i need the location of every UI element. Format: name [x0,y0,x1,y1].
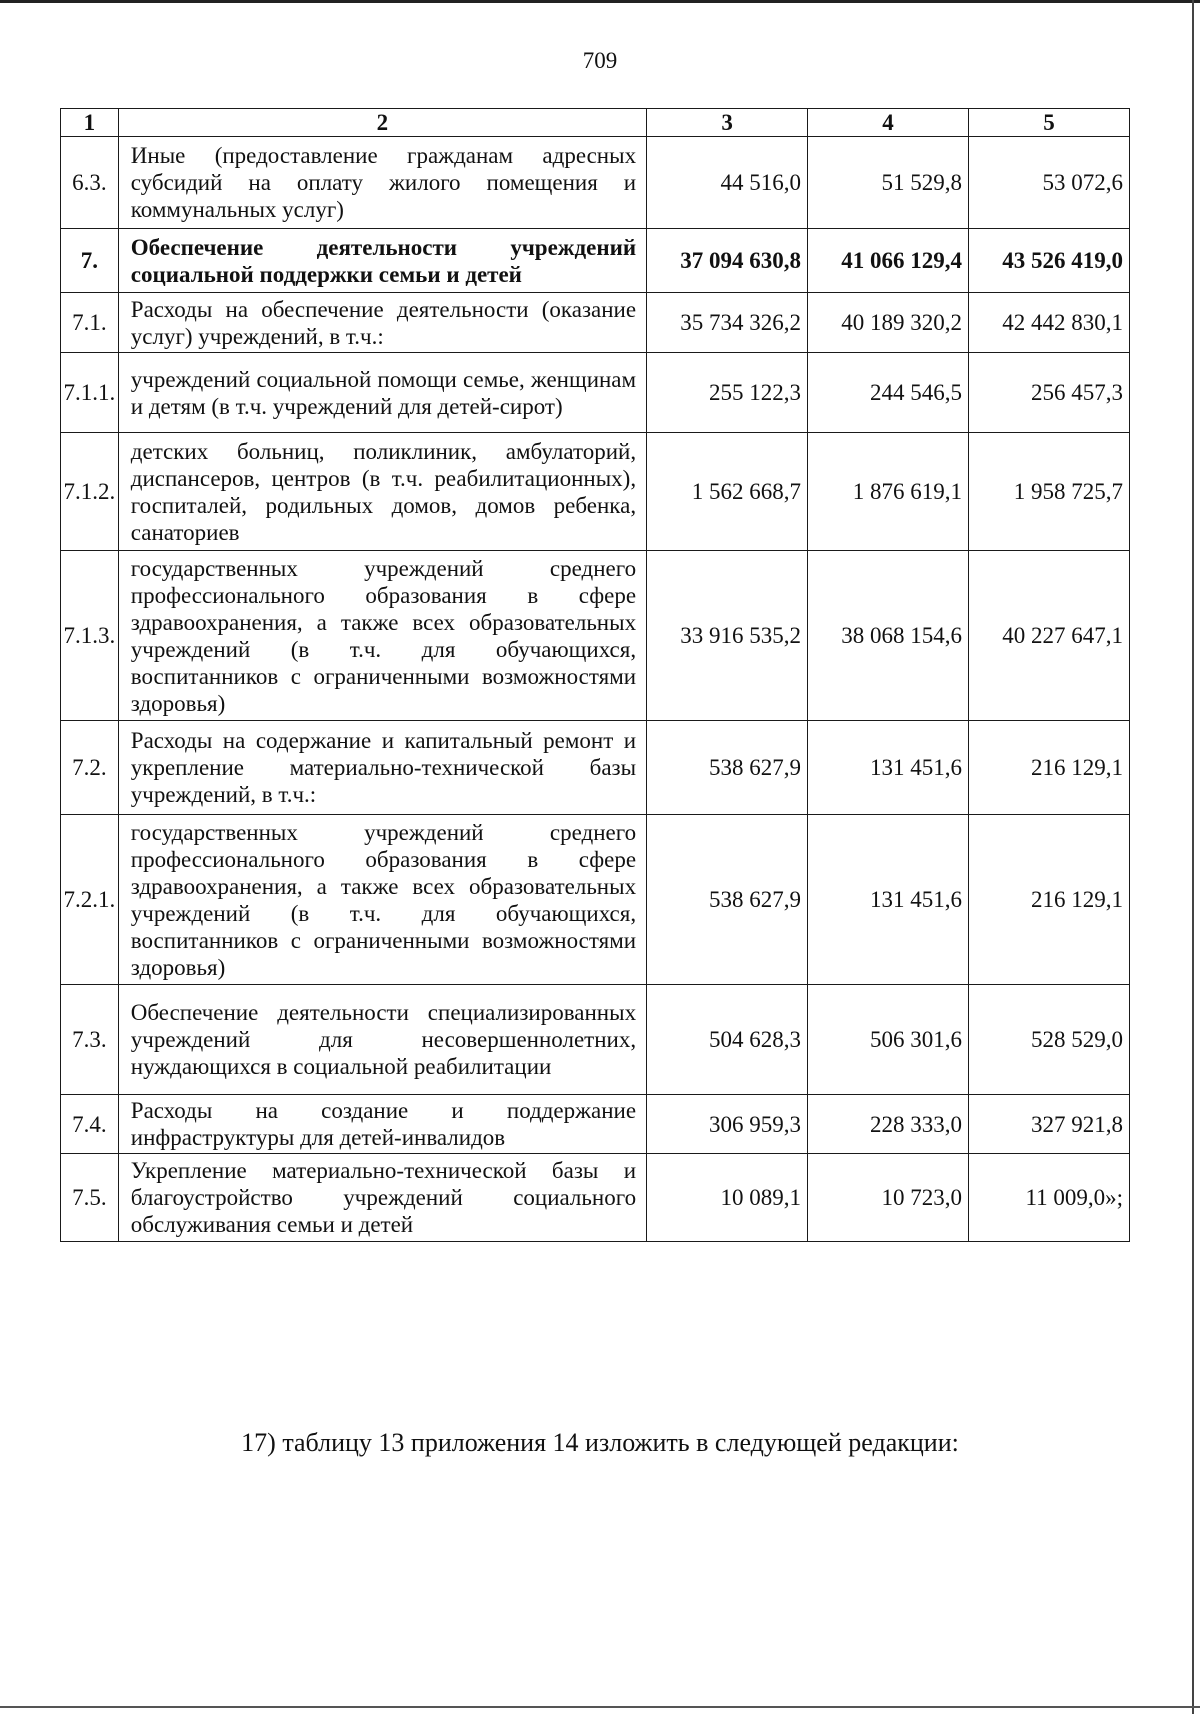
row-number: 6.3. [61,137,119,229]
value-col-3: 35 734 326,2 [647,293,808,353]
row-number: 7.4. [61,1095,119,1154]
value-col-5: 11 009,0»; [969,1154,1130,1242]
value-col-3: 538 627,9 [647,721,808,815]
row-description: Иные (предоставление гражданам адресных субсидий на оплату жилого помещения и коммунальных услуг) [118,137,646,229]
value-col-5: 216 129,1 [969,721,1130,815]
header-col-3: 3 [647,109,808,137]
table-row [61,433,1130,551]
value-col-3: 44 516,0 [647,137,808,229]
value-col-5: 1 958 725,7 [969,433,1130,551]
value-col-3: 538 627,9 [647,815,808,985]
header-col-5: 5 [969,109,1130,137]
table-row [61,985,1130,1095]
value-col-4: 41 066 129,4 [808,229,969,293]
value-col-4: 131 451,6 [808,815,969,985]
table-row [61,293,1130,353]
row-description: государственных учреждений среднего профессионального образования в сфере здравоохранения, а также всех образовательных учреждений (в т.ч. для обучающихся, воспитанников с ограниченными возможностями здоровья) [118,551,646,721]
row-description: детских больниц, поликлиник, амбулаторий, диспансеров, центров (в т.ч. реабилитационных), госпиталей, родильных домов, домов ребенка, санаториев [118,433,646,551]
scan-edge-top [0,0,1200,3]
row-description: Расходы на обеспечение деятельности (оказание услуг) учреждений, в т.ч.: [118,293,646,353]
value-col-5: 53 072,6 [969,137,1130,229]
value-col-4: 228 333,0 [808,1095,969,1154]
value-col-3: 255 122,3 [647,353,808,433]
row-number: 7. [61,229,119,293]
table-row [61,1154,1130,1242]
row-description: Укрепление материально-технической базы и благоустройство учреждений социального обслуживания семьи и детей [118,1154,646,1242]
table-row [61,229,1130,293]
row-description: Обеспечение деятельности специализированных учреждений для несовершеннолетних, нуждающихся в социальной реабилитации [118,985,646,1095]
amendment-instruction: 17) таблицу 13 приложения 14 изложить в следующей редакции: [241,1428,959,1457]
row-description: учреждений социальной помощи семье, женщинам и детям (в т.ч. учреждений для детей-сирот) [118,353,646,433]
value-col-4: 244 546,5 [808,353,969,433]
value-col-5: 216 129,1 [969,815,1130,985]
table-row [61,1095,1130,1154]
value-col-4: 1 876 619,1 [808,433,969,551]
header-col-2: 2 [118,109,646,137]
value-col-4: 38 068 154,6 [808,551,969,721]
value-col-5: 43 526 419,0 [969,229,1130,293]
table-row [61,721,1130,815]
value-col-4: 10 723,0 [808,1154,969,1242]
table-row [61,815,1130,985]
scan-edge-bottom [0,1706,1200,1708]
table-body [61,137,1130,1242]
value-col-4: 506 301,6 [808,985,969,1095]
row-number: 7.1.1. [61,353,119,433]
row-description: государственных учреждений среднего профессионального образования в сфере здравоохранения, а также всех образовательных учреждений (в т.ч. для обучающихся, воспитанников с ограниченными возможностями здоровья) [118,815,646,985]
row-number: 7.2.1. [61,815,119,985]
table-row [61,353,1130,433]
value-col-3: 504 628,3 [647,985,808,1095]
value-col-3: 1 562 668,7 [647,433,808,551]
value-col-5: 327 921,8 [969,1095,1130,1154]
row-description: Обеспечение деятельности учреждений социальной поддержки семьи и детей [118,229,646,293]
row-number: 7.1.3. [61,551,119,721]
row-number: 7.5. [61,1154,119,1242]
value-col-3: 306 959,3 [647,1095,808,1154]
value-col-4: 131 451,6 [808,721,969,815]
value-col-3: 37 094 630,8 [647,229,808,293]
row-number: 7.1. [61,293,119,353]
table-row [61,137,1130,229]
row-number: 7.3. [61,985,119,1095]
budget-table [60,108,1130,1242]
table-header-row [61,109,1130,137]
value-col-5: 528 529,0 [969,985,1130,1095]
header-col-4: 4 [808,109,969,137]
value-col-5: 256 457,3 [969,353,1130,433]
row-number: 7.2. [61,721,119,815]
value-col-5: 40 227 647,1 [969,551,1130,721]
value-col-5: 42 442 830,1 [969,293,1130,353]
page-number: 709 [582,48,618,73]
value-col-4: 40 189 320,2 [808,293,969,353]
row-description: Расходы на содержание и капитальный ремонт и укрепление материально-технической базы учреждений, в т.ч.: [118,721,646,815]
row-number: 7.1.2. [61,433,119,551]
value-col-3: 33 916 535,2 [647,551,808,721]
header-col-1: 1 [61,109,119,137]
row-description: Расходы на создание и поддержание инфраструктуры для детей-инвалидов [118,1095,646,1154]
table-row [61,551,1130,721]
value-col-3: 10 089,1 [647,1154,808,1242]
value-col-4: 51 529,8 [808,137,969,229]
